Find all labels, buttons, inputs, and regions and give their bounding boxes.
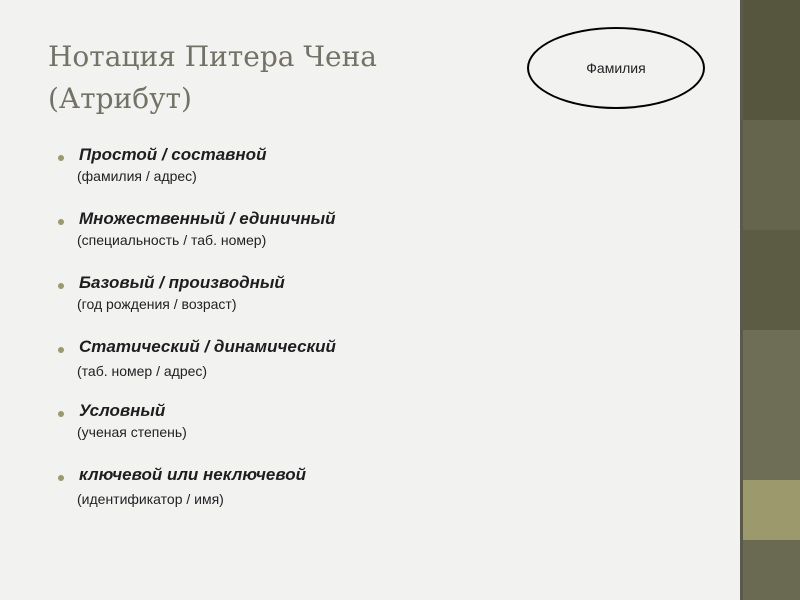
bullet-heading: Множественный / единичный <box>79 209 336 228</box>
bullet-example: (ученая степень) <box>77 424 187 440</box>
sidebar-band <box>740 540 800 600</box>
sidebar-accent-band <box>740 480 800 540</box>
bullet-heading: Базовый / производный <box>79 273 285 292</box>
bullet-heading: Условный <box>79 401 166 420</box>
sidebar-band <box>740 230 800 330</box>
sidebar-band <box>740 330 800 480</box>
bullet-dot-icon <box>58 475 64 481</box>
sidebar-divider <box>740 0 743 600</box>
bullet-example: (фамилия / адрес) <box>77 168 197 184</box>
slide-title <box>48 36 468 120</box>
bullet-example: (идентификатор / имя) <box>77 491 224 507</box>
bullet-heading: ключевой или неключевой <box>79 465 306 484</box>
slide-title-line1: Нотация Питера Чена <box>48 40 377 73</box>
bullet-example: (таб. номер / адрес) <box>77 363 208 379</box>
bullet-dot-icon <box>58 219 64 225</box>
attribute-ellipse-label: Фамилия <box>586 60 646 76</box>
sidebar-band <box>740 120 800 230</box>
bullet-dot-icon <box>58 347 64 353</box>
bullet-dot-icon <box>58 411 64 417</box>
bullet-example: (специальность / таб. номер) <box>77 232 267 248</box>
bullet-heading: Статический / динамический <box>79 337 336 356</box>
bullet-dot-icon <box>58 155 64 161</box>
sidebar-band <box>740 0 800 120</box>
attribute-ellipse <box>527 27 705 109</box>
bullet-example: (год рождения / возраст) <box>77 296 237 312</box>
bullet-heading: Простой / составной <box>79 145 267 164</box>
bullet-dot-icon <box>58 283 64 289</box>
decorative-sidebar <box>740 0 800 600</box>
slide-title-line2: (Атрибут) <box>48 82 192 115</box>
